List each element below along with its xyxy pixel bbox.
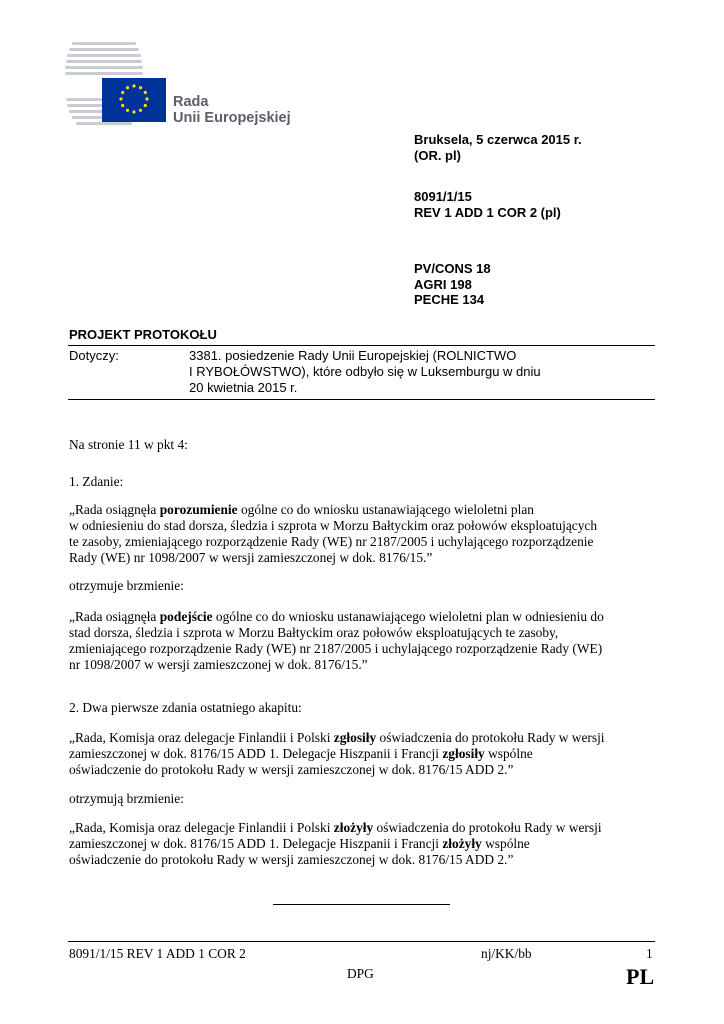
section-2-new bbox=[69, 820, 602, 868]
page-number: 1 bbox=[646, 946, 653, 961]
text-line: oświadczenie do protokołu Rady w wersji zamieszczonej w dok. 8176/15 ADD 2.” bbox=[69, 762, 514, 777]
divider-bottom bbox=[68, 399, 655, 400]
bold-term: zgłosiły bbox=[442, 746, 485, 761]
doc-number-block bbox=[414, 189, 561, 220]
doc-revision: REV 1 ADD 1 COR 2 (pl) bbox=[414, 204, 561, 220]
footer-reference: 8091/1/15 REV 1 ADD 1 COR 2 bbox=[69, 946, 246, 961]
text-run: „Rada osiągnęła bbox=[69, 609, 160, 624]
text-run: „Rada osiągnęła bbox=[69, 502, 160, 517]
place-date: Bruksela, 5 czerwca 2015 r. bbox=[414, 132, 582, 147]
text-line: te zasoby, zmieniającego rozporządzenie Rady (WE) nr 2187/2005 i uchylającego rozporządzenie bbox=[69, 534, 594, 549]
subject-line-2: I RYBOŁÓWSTWO), które odbyło się w Luksemburgu w dniu bbox=[189, 364, 541, 379]
text-run: ogólne co do wniosku ustanawiającego wieloletni plan w odniesieniu do bbox=[212, 609, 604, 624]
footer-department: DPG bbox=[347, 966, 374, 981]
logo-line-1: Rada bbox=[173, 94, 209, 110]
section-1-becomes: otrzymuje brzmienie: bbox=[69, 578, 184, 593]
subject-label: Dotyczy: bbox=[69, 348, 119, 363]
bold-term: porozumienie bbox=[159, 502, 238, 517]
section-2-becomes: otrzymują brzmienie: bbox=[69, 791, 184, 806]
bold-term: złożyły bbox=[442, 836, 482, 851]
footer-divider bbox=[68, 941, 655, 942]
original-language: (OR. pl) bbox=[414, 147, 461, 163]
code-agri: AGRI 198 bbox=[414, 276, 472, 292]
text-run: wspólne bbox=[481, 836, 530, 851]
section-1-heading: 1. Zdanie: bbox=[69, 474, 124, 489]
subject-text bbox=[189, 348, 609, 396]
document-title: PROJEKT PROTOKOŁU bbox=[69, 327, 217, 342]
bold-term: zgłosiły bbox=[333, 730, 377, 745]
section-1-new bbox=[69, 609, 604, 673]
text-run: „Rada, Komisja oraz delegacje Finlandii i Polski bbox=[69, 730, 334, 745]
divider-top bbox=[68, 345, 655, 346]
text-line: oświadczenie do protokołu Rady w wersji zamieszczonej w dok. 8176/15 ADD 2.” bbox=[69, 852, 514, 867]
text-line: Rady (WE) nr 1098/2007 w wersji zamieszczonej w dok. 8176/15.” bbox=[69, 550, 433, 565]
subject-line-1: 3381. posiedzenie Rady Unii Europejskiej (ROLNICTWO bbox=[189, 348, 517, 363]
text-line: zmieniającego rozporządzenie Rady (WE) nr 2187/2005 i uchylającego rozporządzenie Rady (WE) bbox=[69, 641, 603, 656]
language-code: PL bbox=[626, 964, 655, 989]
footer-initials: nj/KK/bb bbox=[481, 946, 532, 961]
section-2-heading: 2. Dwa pierwsze zdania ostatniego akapitu: bbox=[69, 700, 302, 715]
bold-term: złożyły bbox=[333, 820, 374, 835]
text-line: nr 1098/2007 w wersji zamieszczonej w dok. 8176/15.” bbox=[69, 657, 368, 672]
intro-text: Na stronie 11 w pkt 4: bbox=[69, 437, 188, 452]
text-line: w odniesieniu do stad dorsza, śledzia i szprota w Morzu Bałtyckim oraz połowów eksploatujących bbox=[69, 518, 598, 533]
code-peche: PECHE 134 bbox=[414, 292, 485, 307]
text-run: ogólne co do wniosku ustanawiającego wieloletni plan bbox=[237, 502, 534, 517]
text-run: oświadczenia do protokołu Rady w wersji bbox=[373, 820, 602, 835]
end-separator bbox=[273, 904, 450, 905]
text-run: wspólne bbox=[484, 746, 533, 761]
text-run: zamieszczonej w dok. 8176/15 ADD 1. Delegacje Hiszpanii i Francji bbox=[69, 836, 443, 851]
text-line: stad dorsza, śledzia i szprota w Morzu Bałtyckim oraz połowów eksploatujących te zasoby, bbox=[69, 625, 559, 640]
text-run: zamieszczonej w dok. 8176/15 ADD 1. Delegacje Hiszpanii i Francji bbox=[69, 746, 443, 761]
logo-line-2: Unii Europejskiej bbox=[173, 110, 291, 126]
text-run: „Rada, Komisja oraz delegacje Finlandii i Polski bbox=[69, 820, 334, 835]
bold-term: podejście bbox=[159, 609, 213, 624]
section-2-original bbox=[69, 730, 605, 778]
date-block bbox=[414, 132, 582, 163]
doc-number: 8091/1/15 bbox=[414, 189, 472, 204]
codes-block bbox=[414, 261, 491, 308]
code-pvcons: PV/CONS 18 bbox=[414, 261, 491, 276]
text-run: oświadczenia do protokołu Rady w wersji bbox=[376, 730, 605, 745]
section-1-original bbox=[69, 502, 597, 566]
logo-text bbox=[173, 94, 291, 126]
subject-line-3: 20 kwietnia 2015 r. bbox=[189, 380, 298, 395]
